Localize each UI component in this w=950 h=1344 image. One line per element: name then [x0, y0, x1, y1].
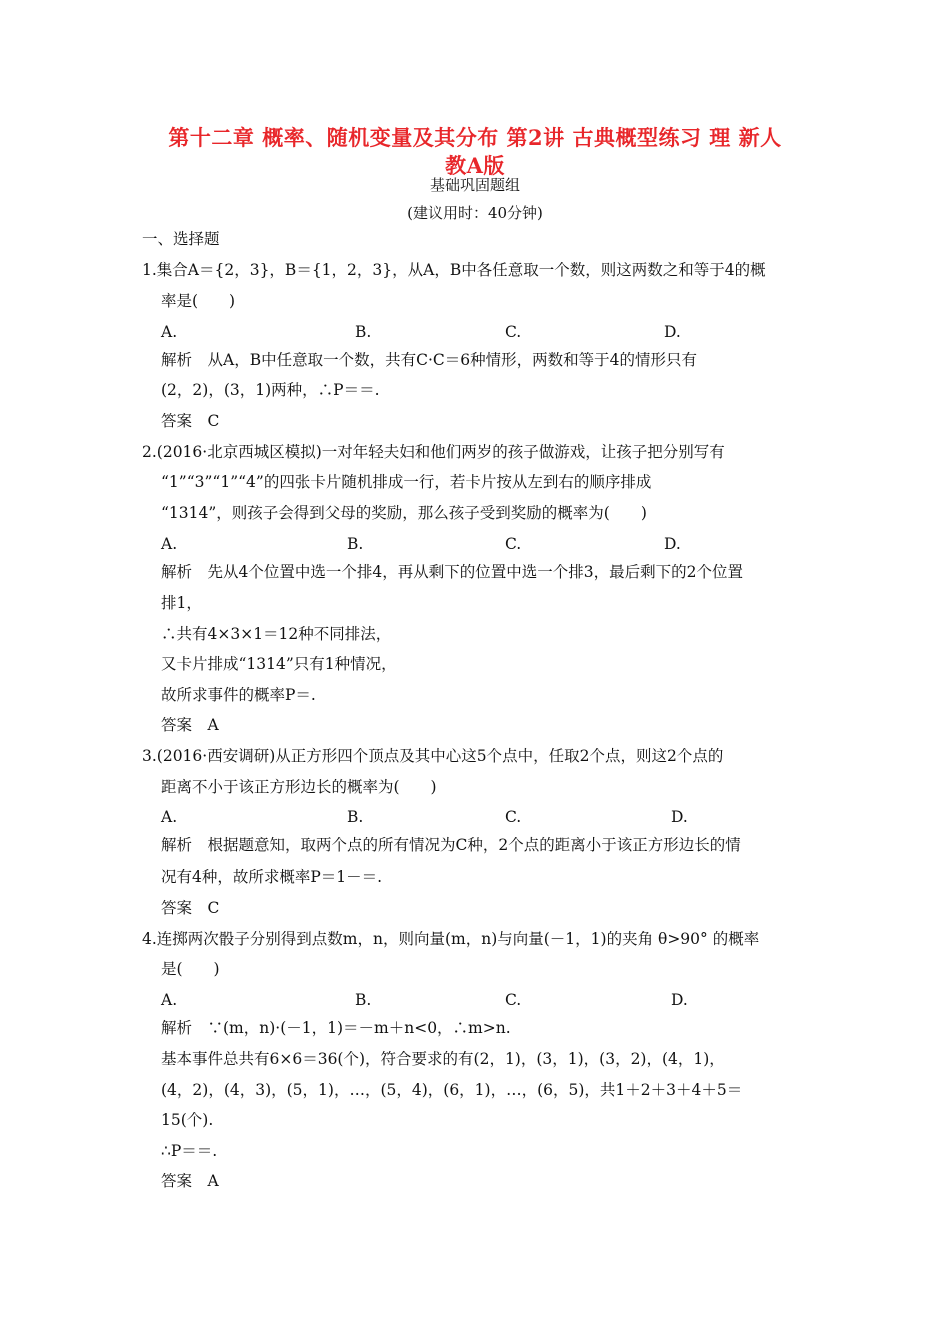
q2-solution-line-3: ∴共有4×3×1＝12种不同排法，: [161, 625, 392, 643]
q2-stem-line-1: 2.(2016·北京西城区模拟)一对年轻夫妇和他们两岁的孩子做游戏，让孩子把分别写有: [142, 443, 725, 461]
option-d: D.: [671, 808, 688, 826]
title-line-1: 第十二章 概率、随机变量及其分布 第2讲 古典概型练习 理 新人: [168, 125, 782, 150]
q1-solution-line-2: (2，2)，(3，1)两种，∴P＝＝.: [161, 381, 380, 399]
document-title: [120, 124, 830, 180]
q3-stem-line-1: 3.(2016·西安调研)从正方形四个顶点及其中心这5个点中，任取2个点，则这2个点的: [142, 747, 724, 765]
title-line-2: 教A版: [445, 153, 505, 178]
option-b: B.: [355, 991, 372, 1009]
q4-solution-line-3: (4，2)，(4，3)，(5，1)，…，(5，4)，(6，1)，…，(6，5)，共1＋2＋3＋4＋5＝: [161, 1081, 743, 1099]
q4-stem-line-1: 4.连掷两次骰子分别得到点数m，n，则向量(m，n)与向量(－1，1)的夹角 θ>90° 的概率: [142, 930, 760, 948]
option-a: A.: [161, 808, 178, 826]
q4-stem-line-2: 是( ): [161, 960, 220, 978]
q1-solution-line-1: 解析 从A，B中任意取一个数，共有C·C＝6种情形，两数和等于4的情形只有: [161, 351, 697, 369]
option-d: D.: [664, 323, 681, 341]
option-a: A.: [161, 535, 178, 553]
q2-stem-line-3: “1314”，则孩子会得到父母的奖励，那么孩子受到奖励的概率为( ): [161, 504, 647, 522]
q2-solution-line-5: 故所求事件的概率P＝.: [161, 686, 316, 704]
option-b: B.: [355, 323, 372, 341]
q4-solution-line-1: 解析 ∵(m，n)·(－1，1)＝－m＋n<0，∴m>n.: [161, 1019, 511, 1037]
q2-stem-line-2: “1”“3”“1”“4”的四张卡片随机排成一行，若卡片按从左到右的顺序排成: [161, 473, 652, 491]
option-c: C.: [505, 991, 522, 1009]
q4-solution-line-4: 15(个).: [161, 1111, 214, 1129]
q2-answer: 答案 A: [161, 716, 219, 734]
q4-solution-line-5: ∴P＝＝.: [161, 1142, 218, 1160]
q3-stem-line-2: 距离不小于该正方形边长的概率为( ): [161, 778, 437, 796]
group-heading: 基础巩固题组: [429, 176, 520, 194]
option-b: B.: [347, 535, 364, 553]
option-c: C.: [505, 535, 522, 553]
option-c: C.: [505, 323, 522, 341]
q3-solution-line-2: 况有4种，故所求概率P＝1－＝.: [161, 868, 383, 886]
q2-solution-line-1: 解析 先从4个位置中选一个排4，再从剩下的位置中选一个排3，最后剩下的2个位置: [161, 563, 743, 581]
section-heading: 一、选择题: [142, 230, 220, 248]
option-a: A.: [161, 991, 178, 1009]
q4-answer: 答案 A: [161, 1172, 219, 1190]
time-hint: (建议用时：40分钟): [407, 204, 543, 222]
q1-stem-line-2: 率是( ): [161, 292, 236, 310]
option-d: D.: [671, 991, 688, 1009]
q2-solution-line-4: 又卡片排成“1314”只有1种情况，: [161, 655, 397, 673]
option-d: D.: [664, 535, 681, 553]
q3-solution-line-1: 解析 根据题意知，取两个点的所有情况为C种，2个点的距离小于该正方形边长的情: [161, 836, 741, 854]
q3-answer: 答案 C: [161, 899, 220, 917]
option-a: A.: [161, 323, 178, 341]
q1-stem-line-1: 1.集合A＝{2，3}，B＝{1，2，3}，从A，B中各任意取一个数，则这两数之和等于4的概: [142, 261, 766, 279]
q2-solution-line-2: 排1，: [161, 594, 202, 612]
option-c: C.: [505, 808, 522, 826]
q4-solution-line-2: 基本事件总共有6×6＝36(个)，符合要求的有(2，1)，(3，1)，(3，2)，(4，1)，: [161, 1050, 725, 1068]
q1-answer: 答案 C: [161, 412, 220, 430]
option-b: B.: [347, 808, 364, 826]
